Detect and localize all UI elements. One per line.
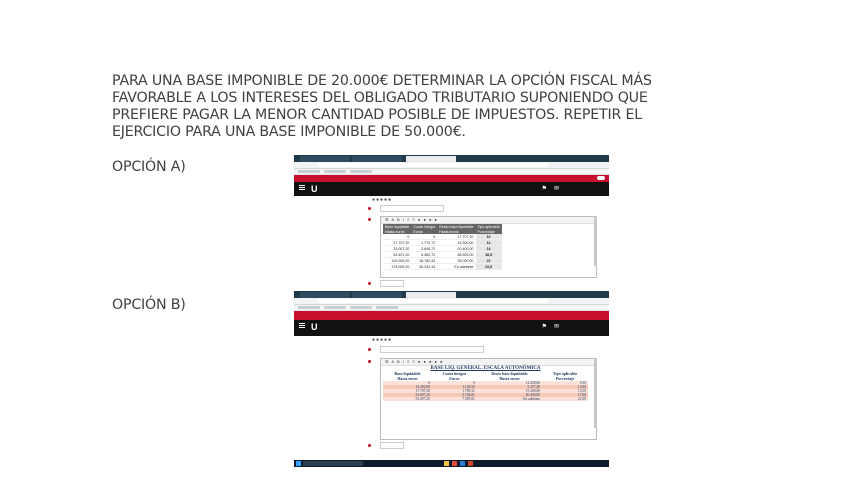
table-row <box>383 397 588 401</box>
word-icon[interactable] <box>460 461 465 466</box>
editor-scrollbar[interactable] <box>594 216 597 266</box>
top-red-bar <box>294 175 609 182</box>
bookmark-item[interactable] <box>298 170 320 173</box>
notification-icon[interactable]: ⚑ <box>541 324 547 330</box>
url-field[interactable] <box>318 163 548 167</box>
messages-icon[interactable]: ✉ <box>553 186 559 192</box>
table-cell: 3.606,72 <box>411 246 437 252</box>
table-cell: 10 <box>476 234 502 240</box>
column-header: Tipo aplicable <box>552 371 578 376</box>
bookmark-item[interactable] <box>324 170 346 173</box>
table-cell: 17.707,20 <box>383 389 432 393</box>
share-icons: ●●●●● <box>372 197 393 203</box>
editor-scrollbar[interactable] <box>594 358 597 428</box>
table-cell: 14 <box>476 246 502 252</box>
column-header: Cuota íntegra <box>442 371 467 376</box>
default-mark-input[interactable] <box>380 280 404 287</box>
required-icon <box>368 348 371 351</box>
bookmark-item[interactable] <box>298 306 320 309</box>
powerpoint-icon[interactable] <box>468 461 473 466</box>
table-cell: 5.257,20 <box>477 385 542 389</box>
table-cell: 175.000,20 <box>383 264 411 270</box>
question-text-editor[interactable] <box>380 216 597 278</box>
table-cell: 0 <box>432 381 477 385</box>
table-cell: 0 <box>383 381 432 385</box>
editor-toolbar: ☰ A B I ≡ ≡ ● ● ● ● ● <box>381 359 596 366</box>
url-field[interactable] <box>318 299 548 303</box>
table-cell: 0 <box>411 234 437 240</box>
column-header: Tipo aplicable <box>477 224 500 229</box>
address-bar <box>294 162 609 169</box>
option-b-screenshot <box>294 291 609 467</box>
table-cell: 7.395,81 <box>432 397 477 401</box>
table-cell: 18.782,43 <box>411 258 437 264</box>
notification-icon[interactable]: ⚑ <box>541 186 547 192</box>
table-cell: 15.300,00 <box>477 389 542 393</box>
lms-navbar <box>294 320 609 336</box>
required-icon <box>368 282 371 285</box>
table-cell: 20.400,00 <box>477 393 542 397</box>
table-cell: 30.332,43 <box>411 264 437 270</box>
table-cell: 53.407,20 <box>383 252 411 258</box>
column-subheader: Hasta euros <box>437 229 475 234</box>
top-red-bar <box>294 311 609 320</box>
table-cell: 17,00 <box>542 393 588 397</box>
column-subheader: Hasta euros <box>397 376 418 381</box>
bookmark-item[interactable] <box>350 170 372 173</box>
table-cell: 66.593,00 <box>437 252 475 258</box>
question-text-editor[interactable] <box>380 358 597 440</box>
column-header: Base liquidable <box>385 224 410 229</box>
bookmark-item[interactable] <box>350 306 372 309</box>
question-form <box>294 196 609 288</box>
question-name-input[interactable] <box>380 346 484 353</box>
table-cell: 9,50 <box>542 381 588 385</box>
column-header: Cuota íntegra <box>413 224 436 229</box>
option-b-label: OPCIÓN B) <box>112 297 186 313</box>
table-cell: 21,00 <box>542 397 588 401</box>
table-cell: 1.709,31 <box>432 389 477 393</box>
edit-mode-toggle[interactable] <box>597 176 605 180</box>
column-subheader: Euros <box>411 229 437 234</box>
table-cell: 17.707,20 <box>437 234 475 240</box>
table-cell: 15.300,00 <box>437 240 475 246</box>
table-cell: 6.462,72 <box>411 252 437 258</box>
table-cell: 18,5 <box>476 252 502 258</box>
windows-taskbar <box>294 460 609 467</box>
table-title: BASE LIQ. GENERAL. ESCALA AUTONÓMICA <box>430 366 541 371</box>
question-form <box>294 336 609 462</box>
share-icons: ●●●●● <box>372 337 393 343</box>
table-cell: 55.000,00 <box>437 258 475 264</box>
column-subheader: Hasta euros <box>383 229 411 234</box>
table-cell: 17.707,20 <box>383 240 411 246</box>
editor-toolbar: ☰ A B I ≡ ≡ ● ● ● ● <box>381 217 596 224</box>
file-explorer-icon[interactable] <box>444 461 449 466</box>
table-cell: En adelante <box>437 264 475 270</box>
table-cell: 1.120,50 <box>432 385 477 389</box>
default-mark-input[interactable] <box>380 442 404 449</box>
messages-icon[interactable]: ✉ <box>553 324 559 330</box>
menu-icon[interactable] <box>299 185 305 186</box>
question-name-input[interactable] <box>380 205 444 212</box>
table-cell: 3.744,81 <box>432 393 477 397</box>
table-cell: 12.450,00 <box>383 385 432 389</box>
column-subheader: Hasta euros <box>499 376 520 381</box>
browser-tab-bar <box>294 291 609 298</box>
address-bar <box>294 298 609 305</box>
required-icon <box>368 207 371 210</box>
taskbar-search[interactable] <box>303 461 363 466</box>
table-cell: 20.400,00 <box>437 246 475 252</box>
tax-table <box>383 224 502 270</box>
exercise-statement: PARA UNA BASE IMPONIBLE DE 20.000€ DETERMINAR LA OPCIÓN FISCAL MÁS FAVORABLE A LOS INTERESES DEL OBLIGADO TRIBUTARIO SUPONIENDO QUE PREFIERE PAGAR LA MENOR CANTIDAD POSIBLE DE IMPUESTOS. REPETIR EL EJERCICIO PARA UNA BASE IMPONIBLE DE 50.000€. <box>112 73 652 140</box>
browser-tab-bar <box>294 155 609 162</box>
table-cell: 13,50 <box>542 389 588 393</box>
column-subheader: Euros <box>449 376 460 381</box>
bookmark-item[interactable] <box>324 306 346 309</box>
required-icon <box>368 360 371 363</box>
tax-table-autonomica <box>383 366 588 401</box>
menu-icon[interactable] <box>299 323 305 324</box>
column-subheader: Porcentaje <box>555 376 575 381</box>
column-header: Base liquidable <box>394 371 421 376</box>
table-cell: 33.007,20 <box>383 393 432 397</box>
table-cell: En adelante <box>477 397 542 401</box>
windows-start-icon[interactable] <box>296 461 301 466</box>
table-cell: 33.007,20 <box>383 246 411 252</box>
table-cell: 12,00 <box>542 385 588 389</box>
university-logo: U <box>311 322 318 332</box>
column-header: Resto base liquidable <box>491 371 528 376</box>
table-cell: 12.450,00 <box>477 381 542 385</box>
column-subheader: Porcentaje <box>476 229 502 234</box>
table-cell: 53.407,20 <box>383 397 432 401</box>
required-icon <box>368 218 371 221</box>
table-cell: 120.000,20 <box>383 258 411 264</box>
option-a-screenshot <box>294 155 609 288</box>
required-icon <box>368 444 371 447</box>
lms-navbar <box>294 182 609 196</box>
bookmark-item[interactable] <box>376 306 398 309</box>
column-header: Resto base liquidable <box>439 224 474 229</box>
option-a-label: OPCIÓN A) <box>112 159 186 175</box>
table-cell: 21 <box>476 258 502 264</box>
university-logo: U <box>311 184 318 194</box>
table-cell: 12 <box>476 240 502 246</box>
chrome-icon[interactable] <box>452 461 457 466</box>
table-row <box>383 264 502 270</box>
table-cell: 1.770,72 <box>411 240 437 246</box>
table-cell: 23,5 <box>476 264 502 270</box>
table-cell: 0 <box>383 234 411 240</box>
